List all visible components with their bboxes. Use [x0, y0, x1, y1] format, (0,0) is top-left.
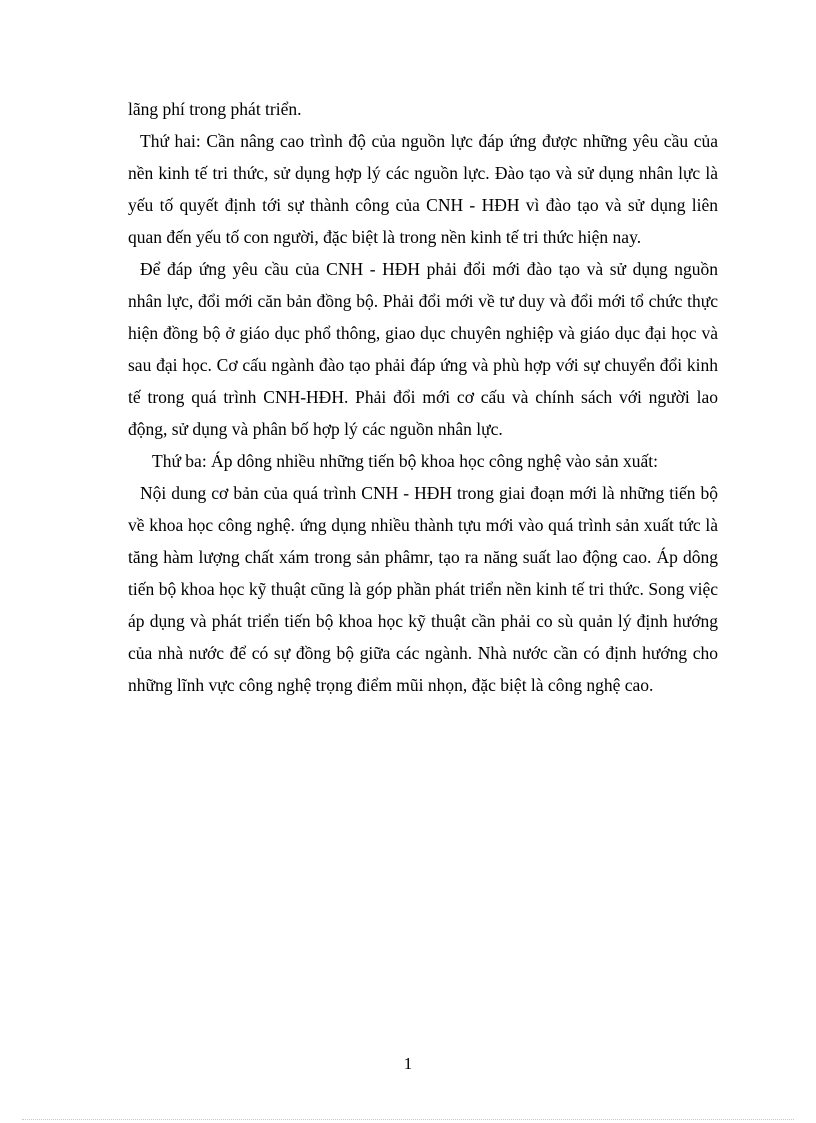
paragraph-continuation: lãng phí trong phát triển.	[128, 99, 302, 119]
paragraph-noi-dung: Nội dung cơ bản của quá trình CNH - HĐH trong giai đoạn mới là những tiến bộ về khoa học công nghệ. ứng dụng nhiều thành tựu mới vào quá trình sản xuất tức là tăng hàm lượng chất xám trong sản phâmr, tạo ra năng suất lao động cao. Áp dông tiến bộ khoa học kỹ thuật cũng là góp phần phát triển nền kinh tế tri thức. Song việc áp dụng và phát triển tiến bộ khoa học kỹ thuật cần phải co sù quản lý định hướng của nhà nước để có sự đồng bộ giữa các ngành. Nhà nước cần có định hướng cho những lĩnh vực công nghệ trọng điểm mũi nhọn, đặc biệt là công nghệ cao.	[128, 483, 718, 695]
body-text	[128, 93, 718, 701]
paragraph-thu-hai: Thứ hai: Cần nâng cao trình độ của nguồn lực đáp ứng được những yêu cầu của nền kinh tế tri thức, sử dụng hợp lý các nguồn lực. Đào tạo và sử dụng nhân lực là yếu tố quyết định tới sự thành công của CNH - HĐH vì đào tạo và sử dụng liên quan đến yếu tố con người, đặc biệt là trong nền kinh tế tri thức hiện nay.	[128, 131, 718, 247]
paragraph-doi-moi: Để đáp ứng yêu cầu của CNH - HĐH phải đổi mới đào tạo và sử dụng nguồn nhân lực, đổi mới căn bản đồng bộ. Phải đổi mới về tư duy và đổi mới tổ chức thực hiện đồng bộ ở giáo dục phổ thông, giao dục chuyên nghiệp và giáo dục đại học và sau đại học. Cơ cấu ngành đào tạo phải đáp ứng và phù hợp với sự chuyển đổi kinh tế trong quá trình CNH-HĐH. Phải đổi mới cơ cấu và chính sách với người lao động, sử dụng và phân bố hợp lý các nguồn nhân lực.	[128, 259, 718, 439]
paragraph-thu-ba: Thứ ba: Áp dông nhiều những tiến bộ khoa học công nghệ vào sản xuất:	[152, 451, 658, 471]
page-edge-divider	[22, 1119, 794, 1120]
page-number: 1	[403, 1054, 413, 1073]
